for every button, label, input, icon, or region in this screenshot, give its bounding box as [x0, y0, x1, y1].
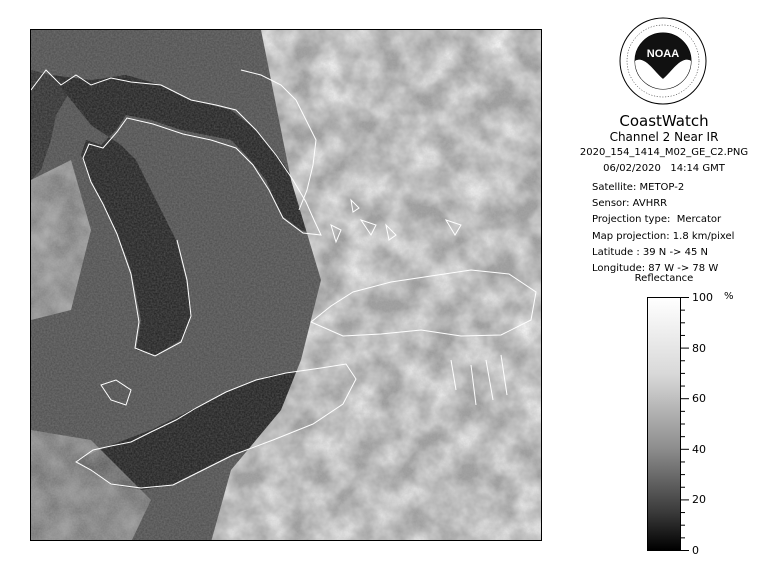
acquisition-datetime: 06/02/2020 14:14 GMT [603, 163, 725, 174]
metadata-projection-type: Projection type: Mercator [592, 214, 722, 226]
colorbar-ticks [681, 297, 693, 551]
metadata-sensor: Sensor: AVHRR [592, 198, 668, 210]
metadata-longitude: Longitude: 87 W -> 78 W [592, 263, 719, 275]
logo-agency-text: NOAA [646, 48, 680, 60]
colorbar-tick-label: 0 [692, 544, 699, 557]
metadata-list [592, 180, 734, 277]
metadata-latitude: Latitude : 39 N -> 45 N [592, 246, 708, 258]
colorbar-tick-label: 100 [692, 291, 713, 304]
reflectance-colorbar [647, 297, 681, 551]
channel-subtitle: Channel 2 Near IR [609, 130, 719, 144]
colorbar-tick-label: 20 [692, 493, 706, 507]
colorbar-unit: % [724, 291, 734, 302]
product-title: CoastWatch [619, 112, 709, 130]
metadata-map-projection: Map projection: 1.8 km/pixel [592, 230, 735, 242]
colorbar-tick-label: 60 [692, 392, 706, 406]
colorbar-tick-label: 80 [692, 341, 706, 355]
noaa-logo-icon [619, 17, 707, 105]
metadata-satellite: Satellite: METOP-2 [592, 182, 685, 193]
satellite-image-svg [31, 30, 542, 541]
image-filename: 2020_154_1414_M02_GE_C2.PNG [579, 147, 749, 158]
colorbar-tick-label: 40 [692, 442, 706, 456]
satellite-image [30, 29, 542, 541]
colorbar-title: Reflectance [634, 273, 694, 284]
